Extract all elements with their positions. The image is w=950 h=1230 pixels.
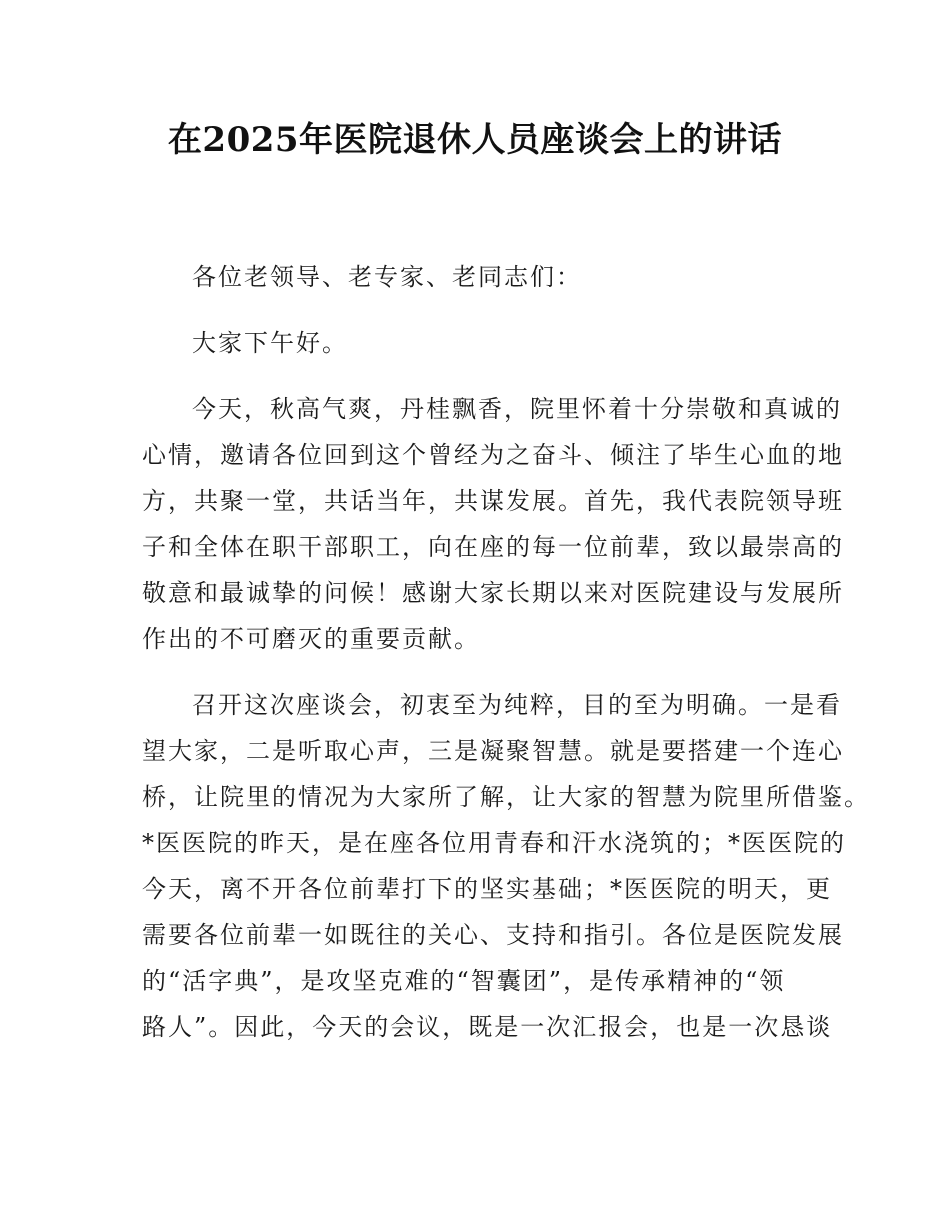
paragraph-purpose: [142, 682, 870, 1050]
text-line: 心情，邀请各位回到这个曾经为之奋斗、倾注了毕生心血的地: [142, 441, 844, 469]
text-line: 需要各位前辈一如既往的关心、支持和指引。各位是医院发展: [142, 921, 844, 949]
text-line: 作出的不可磨灭的重要贡献。: [142, 625, 480, 653]
text-line: 大家下午好。: [192, 329, 348, 357]
paragraph-greeting: [142, 320, 832, 366]
text-line: 子和全体在职干部职工，向在座的每一位前辈，致以最崇高的: [142, 533, 844, 561]
paragraph-salutation: [142, 254, 832, 300]
text-line: 敬意和最诚挚的问候！感谢大家长期以来对医院建设与发展所: [142, 579, 844, 607]
paragraph-spacer: [142, 300, 832, 320]
paragraph-opening: [142, 386, 844, 662]
text-line: 望大家，二是听取心声，三是凝聚智慧。就是要搭建一个连心: [142, 737, 844, 765]
paragraph-spacer: [142, 366, 832, 386]
text-line: 桥，让院里的情况为大家所了解，让大家的智慧为院里所借鉴。: [142, 783, 870, 811]
text-line: 今天，离不开各位前辈打下的坚实基础；*医医院的明天，更: [142, 875, 832, 903]
text-line: *医医院的昨天，是在座各位用青春和汗水浇筑的；*医医院的: [142, 829, 846, 857]
text-line: 今天，秋高气爽，丹桂飘香，院里怀着十分崇敬和真诚的: [192, 395, 842, 423]
document-body: [142, 254, 870, 1050]
text-line: 召开这次座谈会，初衷至为纯粹，目的至为明确。一是看: [192, 691, 842, 719]
paragraph-spacer: [142, 662, 832, 682]
text-line: 路人”。因此，今天的会议，既是一次汇报会，也是一次恳谈: [142, 1013, 833, 1041]
document-title: 在2025年医院退休人员座谈会上的讲话: [167, 120, 783, 160]
text-line: 方，共聚一堂，共话当年，共谋发展。首先，我代表院领导班: [142, 487, 844, 515]
text-line: 各位老领导、老专家、老同志们：: [192, 263, 582, 291]
text-line: 的“活字典”，是攻坚克难的“智囊团”，是传承精神的“领: [142, 967, 786, 995]
